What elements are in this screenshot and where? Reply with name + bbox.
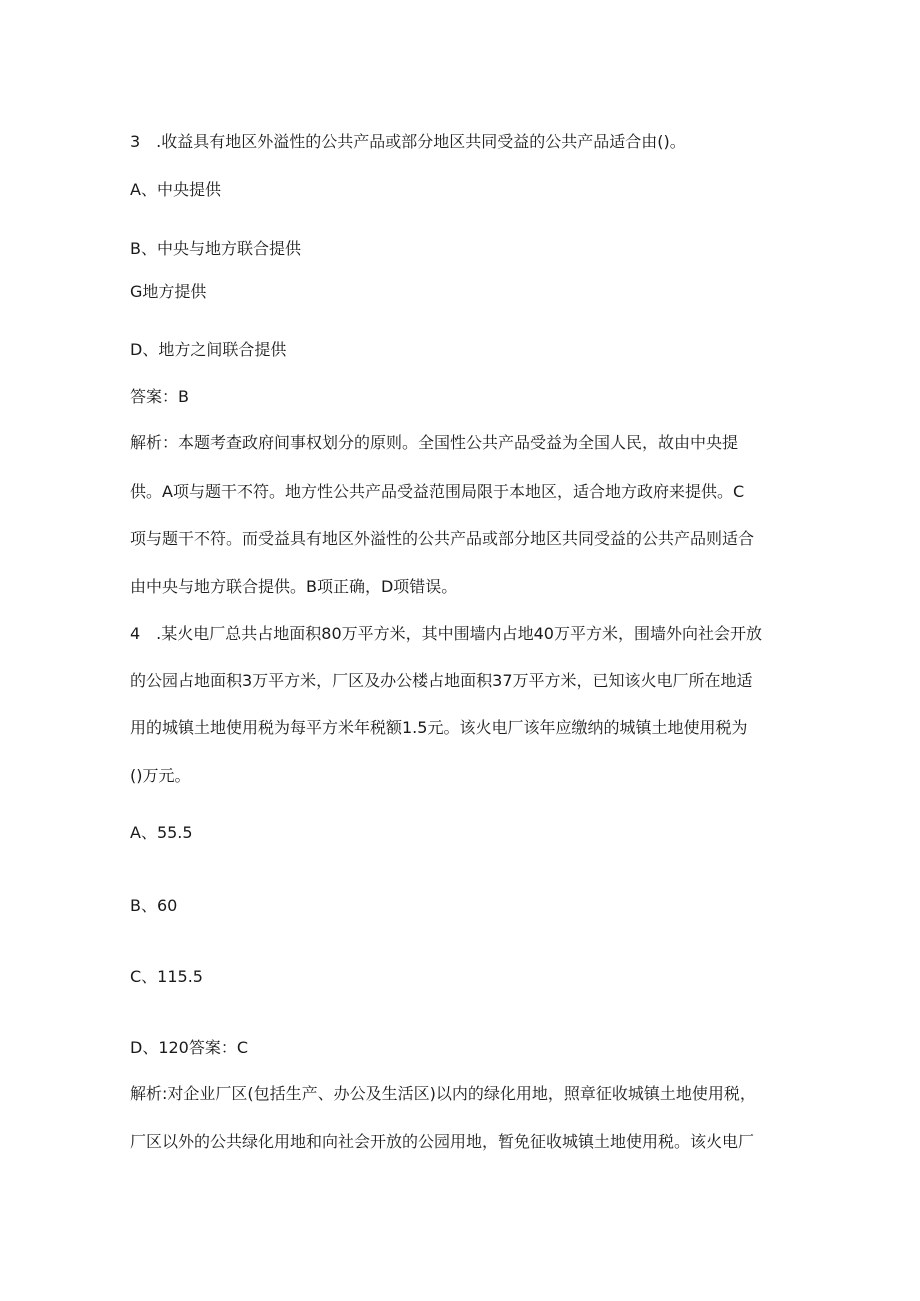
q3-analysis-line: 由中央与地方联合提供。B项正确，D项错误。 (130, 577, 458, 596)
q4-analysis-line: 解析:对企业厂区(包括生产、办公及生活区)以内的绿化用地，照章征收城镇土地使用税， (130, 1084, 756, 1103)
q4-question-line: 4 .某火电厂总共占地面积80万平方米，其中围墙内占地40万平方米，围墙外向社会开放 (130, 624, 762, 643)
q3-analysis-line: 项与题干不符。而受益具有地区外溢性的公共产品或部分地区共同受益的公共产品则适合 (130, 529, 755, 548)
q3-analysis-line: 供。A项与题干不符。地方性公共产品受益范围局限于本地区，适合地方政府来提供。C (130, 482, 745, 501)
q4-question-line: 的公园占地面积3万平方米，厂区及办公楼占地面积37万平方米，已知该火电厂所在地适 (130, 671, 753, 690)
q4-option-d-answer: D、120答案：C (130, 1038, 249, 1057)
q3-analysis-line: 解析：本题考查政府间事权划分的原则。全国性公共产品受益为全国人民，故由中央提 (130, 433, 739, 452)
q3-option-b: B、中央与地方联合提供 (130, 239, 301, 258)
q4-option-c: C、115.5 (130, 967, 203, 986)
q3-question: 3 .收益具有地区外溢性的公共产品或部分地区共同受益的公共产品适合由()。 (130, 132, 686, 151)
q4-analysis-line: 厂区以外的公共绿化用地和向社会开放的公园用地，暂免征收城镇土地使用税。该火电厂 (130, 1132, 755, 1151)
q4-question-line: 用的城镇土地使用税为每平方米年税额1.5元。该火电厂该年应缴纳的城镇土地使用税为 (130, 718, 748, 737)
q3-option-d: D、地方之间联合提供 (130, 340, 287, 359)
q4-option-a: A、55.5 (130, 823, 193, 842)
q3-option-a: A、中央提供 (130, 180, 221, 199)
q3-option-c: G地方提供 (130, 282, 207, 301)
q4-question-line: ()万元。 (130, 766, 191, 785)
q4-option-b: B、60 (130, 896, 178, 915)
q3-answer: 答案：B (130, 387, 189, 406)
